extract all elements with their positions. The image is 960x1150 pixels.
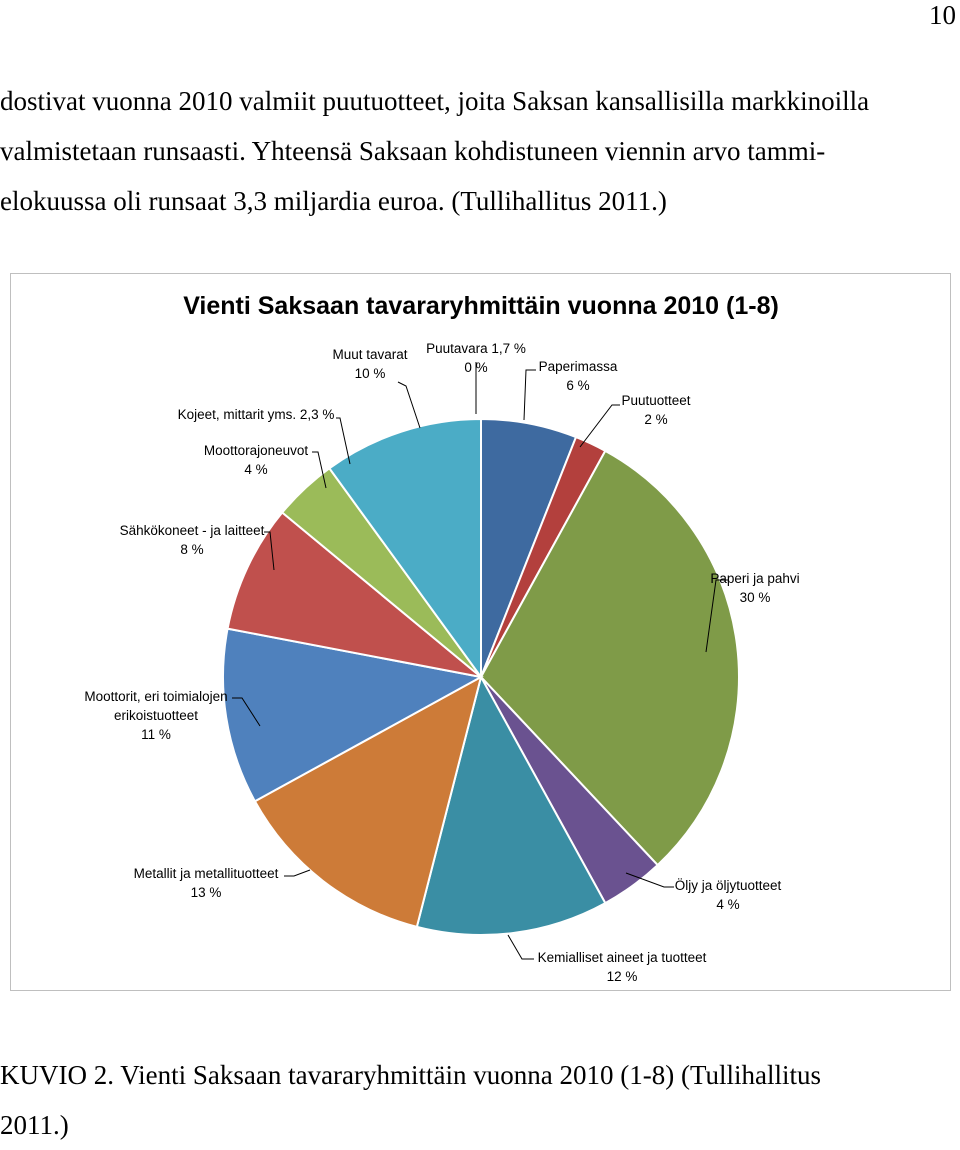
slice-label-kojeet-mittarit-yms: Kojeet, mittarit yms. 2,3 % (177, 407, 335, 422)
slice-label-moottorit-eri-toimialojen-erikoistuotteet: Moottorit, eri toimialojen (84, 689, 228, 704)
slice-label-moottorit-eri-toimialojen-erikoistuotteet: 11 % (141, 727, 171, 742)
slice-label-puutavara: 0 % (464, 360, 488, 375)
leader-line-metallit-ja-metallituotteet (284, 870, 310, 876)
figure-caption (0, 1050, 955, 1150)
slice-label-muut-tavarat: Muut tavarat (332, 347, 408, 362)
slice-label-moottorajoneuvot: Moottorajoneuvot (203, 443, 309, 458)
slice-label-paperi-ja-pahvi: 30 % (739, 590, 771, 605)
body-line: dostivat vuonna 2010 valmiit puutuotteet, joita Saksan kansallisilla markkinoilla (0, 86, 870, 116)
slice-label-metallit-ja-metallituotteet: 13 % (190, 885, 222, 900)
slice-label-kemialliset-aineet-ja-tuotteet: 12 % (606, 969, 638, 984)
slice-label-puutavara: Puutavara 1,7 % (426, 341, 526, 356)
slice-label-puutuotteet: Puutuotteet (621, 393, 691, 408)
slice-label-puutuotteet: 2 % (644, 412, 668, 427)
body-line: elokuussa oli runsaat 3,3 miljardia euroa. (Tullihallitus 2011.) (0, 186, 667, 216)
leader-line-kemialliset-aineet-ja-tuotteet (508, 935, 534, 959)
slice-label-moottorit-eri-toimialojen-erikoistuotteet: erikoistuotteet (113, 708, 199, 723)
caption-line: KUVIO 2. Vienti Saksaan tavararyhmittäin vuonna 2010 (1-8) (Tullihallitus (0, 1060, 822, 1090)
caption-line: 2011.) (0, 1110, 69, 1140)
leader-line-paperimassa (524, 370, 536, 420)
chart-title: Vienti Saksaan tavararyhmittäin vuonna 2010 (1-8) (183, 292, 779, 320)
slice-label-paperimassa: 6 % (566, 378, 590, 393)
slice-label-paperi-ja-pahvi: Paperi ja pahvi (710, 571, 800, 586)
pie-slices (223, 419, 739, 935)
slice-label-muut-tavarat: 10 % (354, 366, 386, 381)
slice-label-kemialliset-aineet-ja-tuotteet: Kemialliset aineet ja tuotteet (537, 950, 707, 965)
slice-label-sahkokoneet-ja-laitteet: 8 % (180, 542, 204, 557)
leader-line-muut-tavarat (398, 382, 420, 428)
slice-label-moottorajoneuvot: 4 % (244, 462, 268, 477)
slice-label-sahkokoneet-ja-laitteet: Sähkökoneet - ja laitteet (119, 523, 265, 538)
slice-label-paperimassa: Paperimassa (538, 359, 618, 374)
body-line: valmistetaan runsaasti. Yhteensä Saksaan kohdistuneen viennin arvo tammi- (0, 136, 826, 166)
slice-label-oljy-ja-oljytuotteet: Öljy ja öljytuotteet (674, 878, 782, 893)
slice-label-metallit-ja-metallituotteet: Metallit ja metallituotteet (133, 866, 279, 881)
page-number: 10 (929, 0, 956, 30)
slice-label-oljy-ja-oljytuotteet: 4 % (716, 897, 740, 912)
